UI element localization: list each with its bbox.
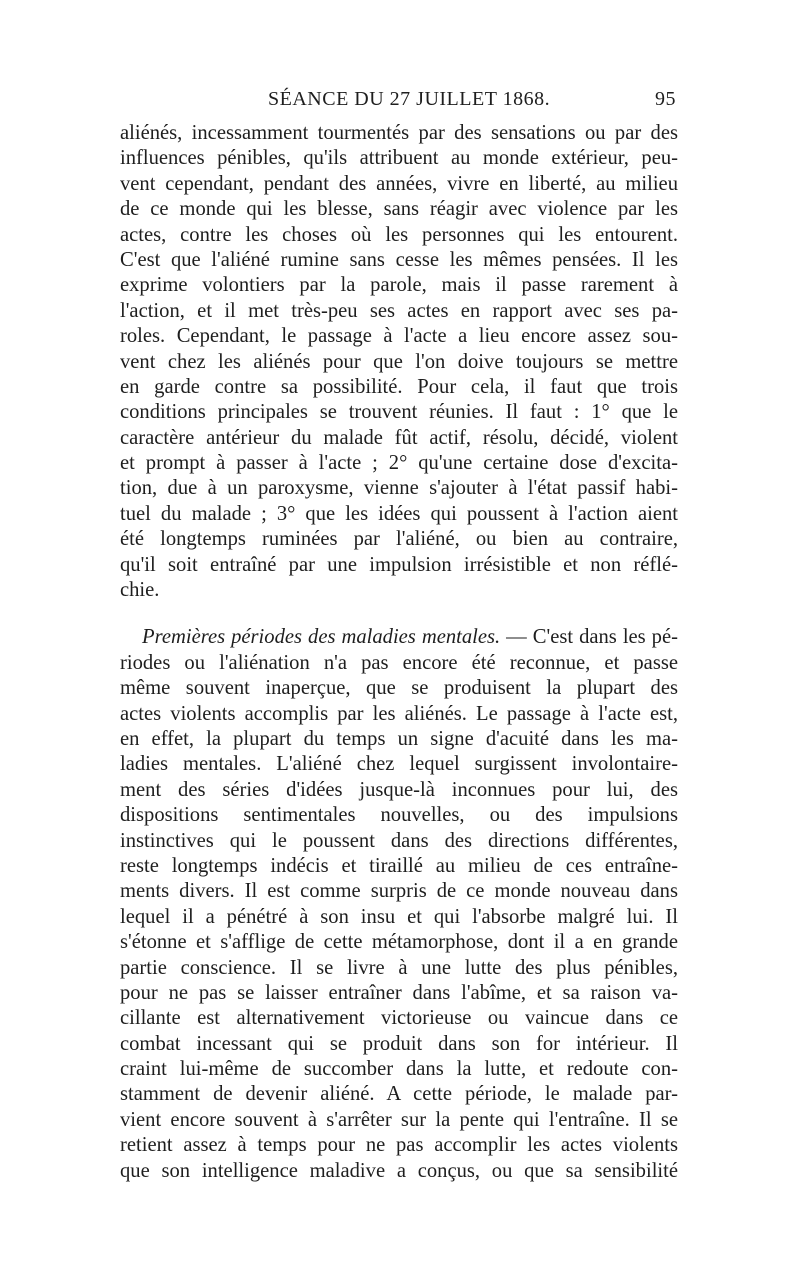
text-line: partie conscience. Il se livre à une lutte des plus pénibles,	[120, 956, 678, 979]
heading-line-rest: — C'est dans les pé-	[500, 626, 678, 649]
text-line: conditions principales se trouvent réunies. Il faut : 1° que le	[120, 401, 678, 424]
text-line: tuel du malade ; 3° que les idées qui poussent à l'action aient	[120, 502, 678, 525]
paragraph-2	[120, 625, 678, 1184]
text-line: ladies mentales. L'aliéné chez lequel surgissent involontaire-	[120, 753, 678, 776]
text-line: actes violents accomplis par les aliénés. Le passage à l'acte est,	[120, 702, 678, 725]
text-line: que son intelligence maladive a conçus, ou que sa sensibilité	[120, 1159, 678, 1182]
text-line: exprime volontiers par la parole, mais il passe rarement à	[120, 274, 678, 297]
text-line: vent cependant, pendant des années, vivre en liberté, au milieu	[120, 172, 678, 195]
text-line: lequel il a pénétré à son insu et qui l'absorbe malgré lui. Il	[120, 905, 678, 928]
section-heading: Premières périodes des maladies mentales.	[142, 626, 501, 649]
text-line: l'action, et il met très-peu ses actes en rapport avec ses pa-	[120, 299, 678, 322]
text-line: caractère antérieur du malade fût actif, résolu, décidé, violent	[120, 426, 678, 449]
text-line: craint lui-même de succomber dans la lutte, et redoute con-	[120, 1058, 678, 1081]
text-line	[120, 625, 678, 650]
page-header	[120, 88, 680, 118]
text-line: retient assez à temps pour ne pas accomplir les actes violents	[120, 1134, 678, 1157]
text-line: vient encore souvent à s'arrêter sur la pente qui l'entraîne. Il se	[120, 1108, 678, 1131]
page-number: 95	[655, 88, 676, 110]
text-line: chie.	[120, 579, 160, 602]
text-line: riodes ou l'aliénation n'a pas encore été reconnue, et passe	[120, 651, 678, 674]
text-line: combat incessant qui se produit dans son for intérieur. Il	[120, 1032, 678, 1055]
text-line: été longtemps ruminées par l'aliéné, ou bien au contraire,	[120, 528, 678, 551]
text-line: aliénés, incessamment tourmentés par des sensations ou par des	[120, 122, 678, 144]
text-line: instinctives qui le poussent dans des directions différentes,	[120, 829, 678, 852]
text-line: même souvent inaperçue, que se produisent la plupart des	[120, 677, 678, 700]
text-line: ments divers. Il est comme surpris de ce monde nouveau dans	[120, 880, 678, 903]
text-line: de ce monde qui les blesse, sans réagir avec violence par les	[120, 198, 678, 221]
text-line: cillante est alternativement victorieuse ou vaincue dans ce	[120, 1007, 678, 1030]
text-line: influences pénibles, qu'ils attribuent au monde extérieur, peu-	[120, 147, 678, 170]
text-line: vent chez les aliénés pour que l'on doive toujours se mettre	[120, 350, 678, 373]
text-line: reste longtemps indécis et tiraillé au milieu de ces entraîne-	[120, 854, 678, 877]
paragraph-1	[120, 121, 678, 603]
paragraph-gap	[120, 603, 678, 625]
text-line: actes, contre les choses où les personnes qui les entourent.	[120, 223, 678, 246]
text-line: pour ne pas se laisser entraîner dans l'abîme, et sa raison va-	[120, 981, 678, 1004]
running-title: SÉANCE DU 27 JUILLET 1868.	[268, 88, 551, 110]
text-line: roles. Cependant, le passage à l'acte a lieu encore assez sou-	[120, 325, 678, 348]
text-line: tion, due à un paroxysme, vienne s'ajouter à l'état passif habi-	[120, 477, 678, 500]
text-line: dispositions sentimentales nouvelles, ou des impulsions	[120, 804, 678, 827]
text-line: qu'il soit entraîné par une impulsion irrésistible et non réflé-	[120, 553, 678, 576]
text-line: en effet, la plupart du temps un signe d'acuité dans les ma-	[120, 727, 678, 750]
page-body	[120, 121, 678, 1184]
text-line: C'est que l'aliéné rumine sans cesse les mêmes pensées. Il les	[120, 248, 678, 271]
text-line: et prompt à passer à l'acte ; 2° qu'une certaine dose d'excita-	[120, 452, 678, 475]
text-line: en garde contre sa possibilité. Pour cela, il faut que trois	[120, 375, 678, 398]
text-line: ment des séries d'idées jusque-là inconnues pour lui, des	[120, 778, 678, 801]
text-line: s'étonne et s'afflige de cette métamorphose, dont il a en grande	[120, 931, 678, 954]
text-line: stamment de devenir aliéné. A cette période, le malade par-	[120, 1083, 678, 1106]
